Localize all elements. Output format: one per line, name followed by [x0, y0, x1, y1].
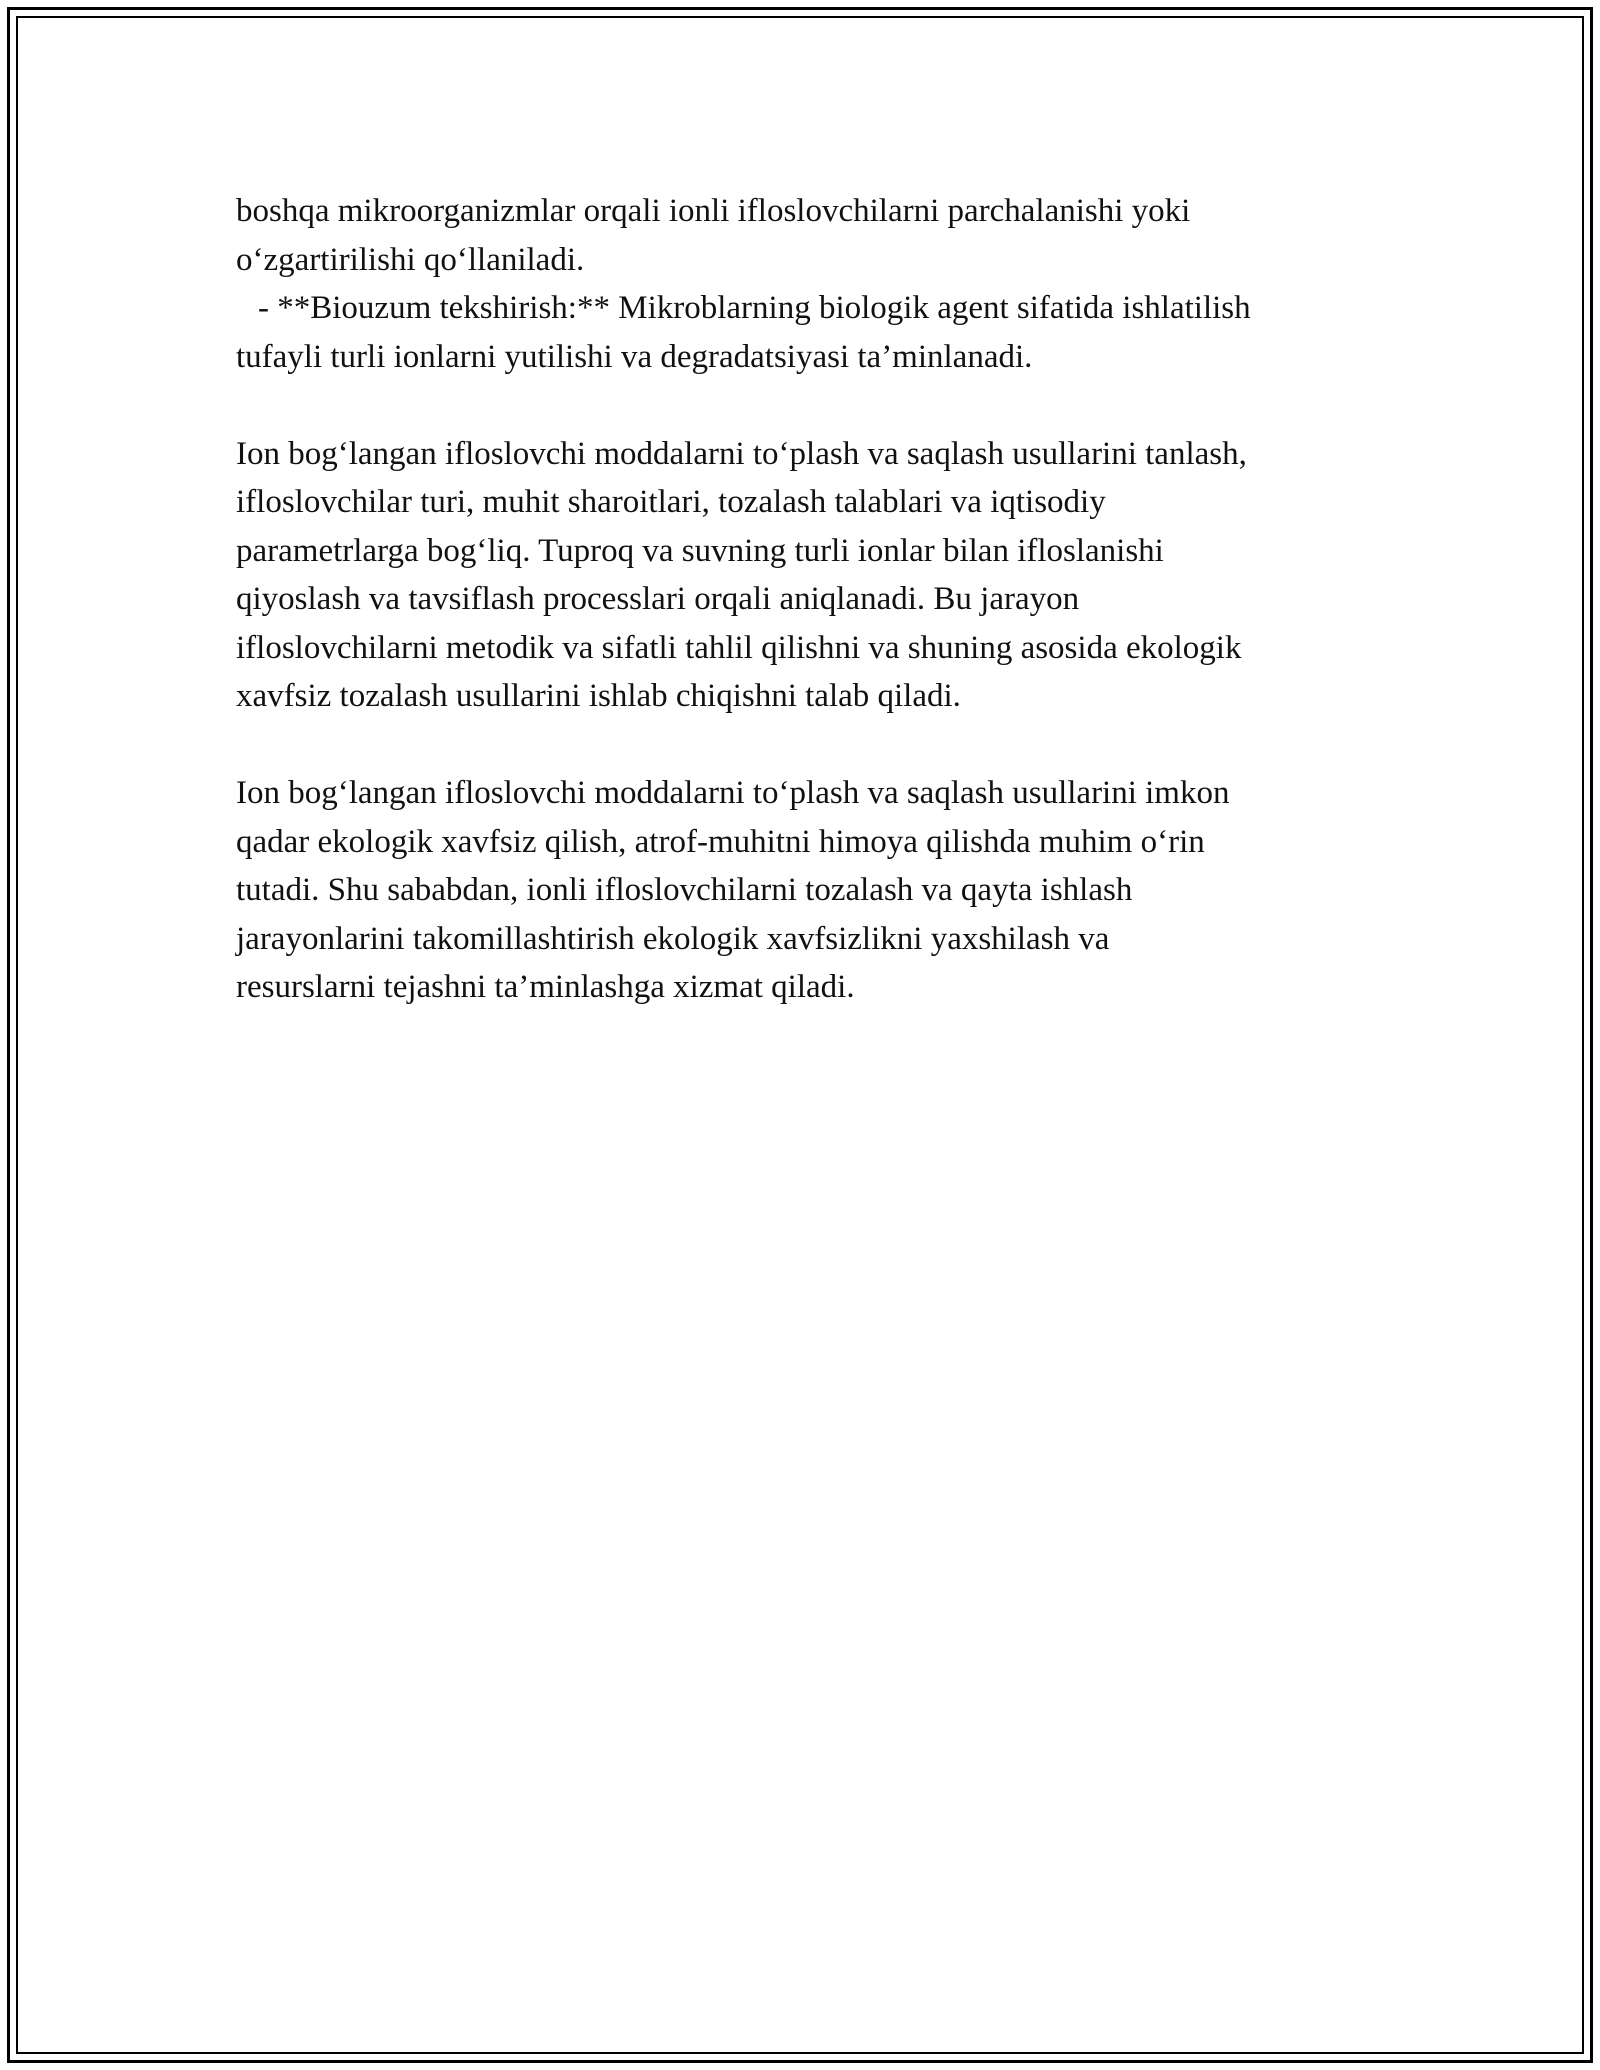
text-line: Ion bog‘langan ifloslovchi moddalarni to‘plash va saqlash usullarini imkon [236, 775, 1230, 811]
text-line: - **Biouzum tekshirish:** Mikroblarning biologik agent sifatida ishlatilish [258, 290, 1251, 326]
text-line: tutadi. Shu sababdan, ionli ifloslovchilarni tozalash va qayta ishlash [236, 872, 1133, 908]
text-line: ifloslovchilarni metodik va sifatli tahlil qilishni va shuning asosida ekologik [236, 629, 1242, 666]
text-line: Ion bog‘langan ifloslovchi moddalarni to‘plash va saqlash usullarini tanlash, [236, 435, 1247, 472]
text-line: parametrlarga bog‘liq. Tuproq va suvning turli ionlar bilan ifloslanishi [236, 532, 1164, 569]
bullet-item [236, 284, 1396, 381]
text-line: qadar ekologik xavfsiz qilish, atrof-muhitni himoya qilishda muhim o‘rin [236, 823, 1205, 860]
text-line: resurslarni tejashni ta’minlashga xizmat qiladi. [236, 969, 855, 1005]
text-line: ifloslovchilar turi, muhit sharoitlari, tozalash talablari va iqtisodiy [236, 484, 1106, 520]
text-line: boshqa mikroorganizmlar orqali ionli ifloslovchilarni parchalanishi yoki [236, 193, 1191, 229]
paragraph-continuation [236, 187, 1396, 284]
text-line: tufayli turli ionlarni yutilishi va degradatsiyasi ta’minlanadi. [236, 338, 1033, 375]
text-line: qiyoslash va tavsiflash processlari orqali aniqlanadi. Bu jarayon [236, 581, 1080, 617]
paragraph-spacer [236, 381, 1396, 430]
text-line: xavfsiz tozalash usullarini ishlab chiqishni talab qiladi. [236, 678, 961, 714]
paragraph-spacer [236, 721, 1396, 770]
text-line: jarayonlarini takomillashtirish ekologik xavfsizlikni yaxshilash va [236, 920, 1110, 957]
document-body [236, 187, 1396, 1012]
text-line: o‘zgartirilishi qo‘llaniladi. [236, 241, 585, 278]
paragraph [236, 769, 1396, 1012]
paragraph [236, 430, 1396, 721]
